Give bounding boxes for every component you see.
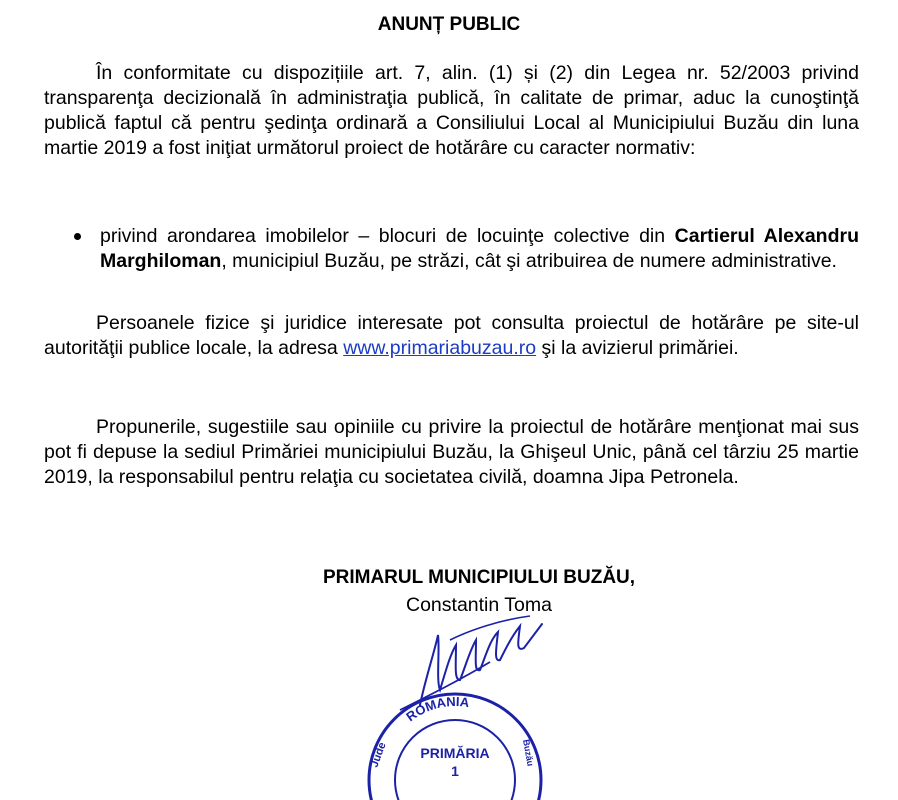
- website-link[interactable]: www.primariabuzau.ro: [343, 337, 537, 359]
- official-stamp: [355, 680, 555, 800]
- consult-text-start: Persoanele fizice şi juridice interesate pot consulta proiectul de hotărâre pe site-ul autorităţii publice locale, la adresa: [44, 312, 859, 359]
- stamp-number: 1: [451, 763, 459, 779]
- bullet-text-end: , municipiul Buzău, pe străzi, cât şi atribuirea de numere administrative.: [221, 250, 837, 272]
- stamp-top-text: ROMANIA: [403, 693, 471, 725]
- project-list: [72, 224, 859, 274]
- document-title: ANUNȚ PUBLIC: [377, 14, 521, 35]
- bullet-text-start: privind arondarea imobilelor – blocuri de locuinţe colective din: [100, 225, 675, 247]
- bullet-icon: [74, 233, 81, 240]
- consult-paragraph: [44, 311, 859, 361]
- intro-paragraph: În conformitate cu dispozițiile art. 7, alin. (1) și (2) din Legea nr. 52/2003 privind transparenţa decizională în administraţia publică, în calitate de primar, aduc la cunoştinţă publică faptul că pentru şedinţa ordinară a Consiliului Local al Municipiului Buzău din luna martie 2019 a fost iniţiat următorul proiect de hotărâre cu caracter normativ:: [44, 62, 859, 159]
- stamp-center-text: PRIMĂRIA: [420, 745, 490, 761]
- proposals-paragraph: Propunerile, sugestiile sau opiniile cu privire la proiectul de hotărâre menţionat mai sus pot fi depuse la sediul Primăriei municipiului Buzău, la Ghişeul Unic, până cel târziu 25 martie 2019, la responsabilul pentru relaţia cu societatea civilă, doamna Jipa Petronela.: [44, 416, 859, 488]
- stamp-right-text: Buzău: [521, 738, 536, 767]
- stamp-left-text: Jude: [368, 740, 389, 770]
- consult-text-end: şi la avizierul primăriei.: [536, 337, 739, 359]
- signer-title: PRIMARUL MUNICIPIULUI BUZĂU,: [322, 567, 636, 588]
- signer-name: Constantin Toma: [406, 594, 552, 616]
- list-item: [72, 224, 859, 274]
- bullet-text-bold: Cartierul Alexandru Marghiloman: [100, 225, 859, 272]
